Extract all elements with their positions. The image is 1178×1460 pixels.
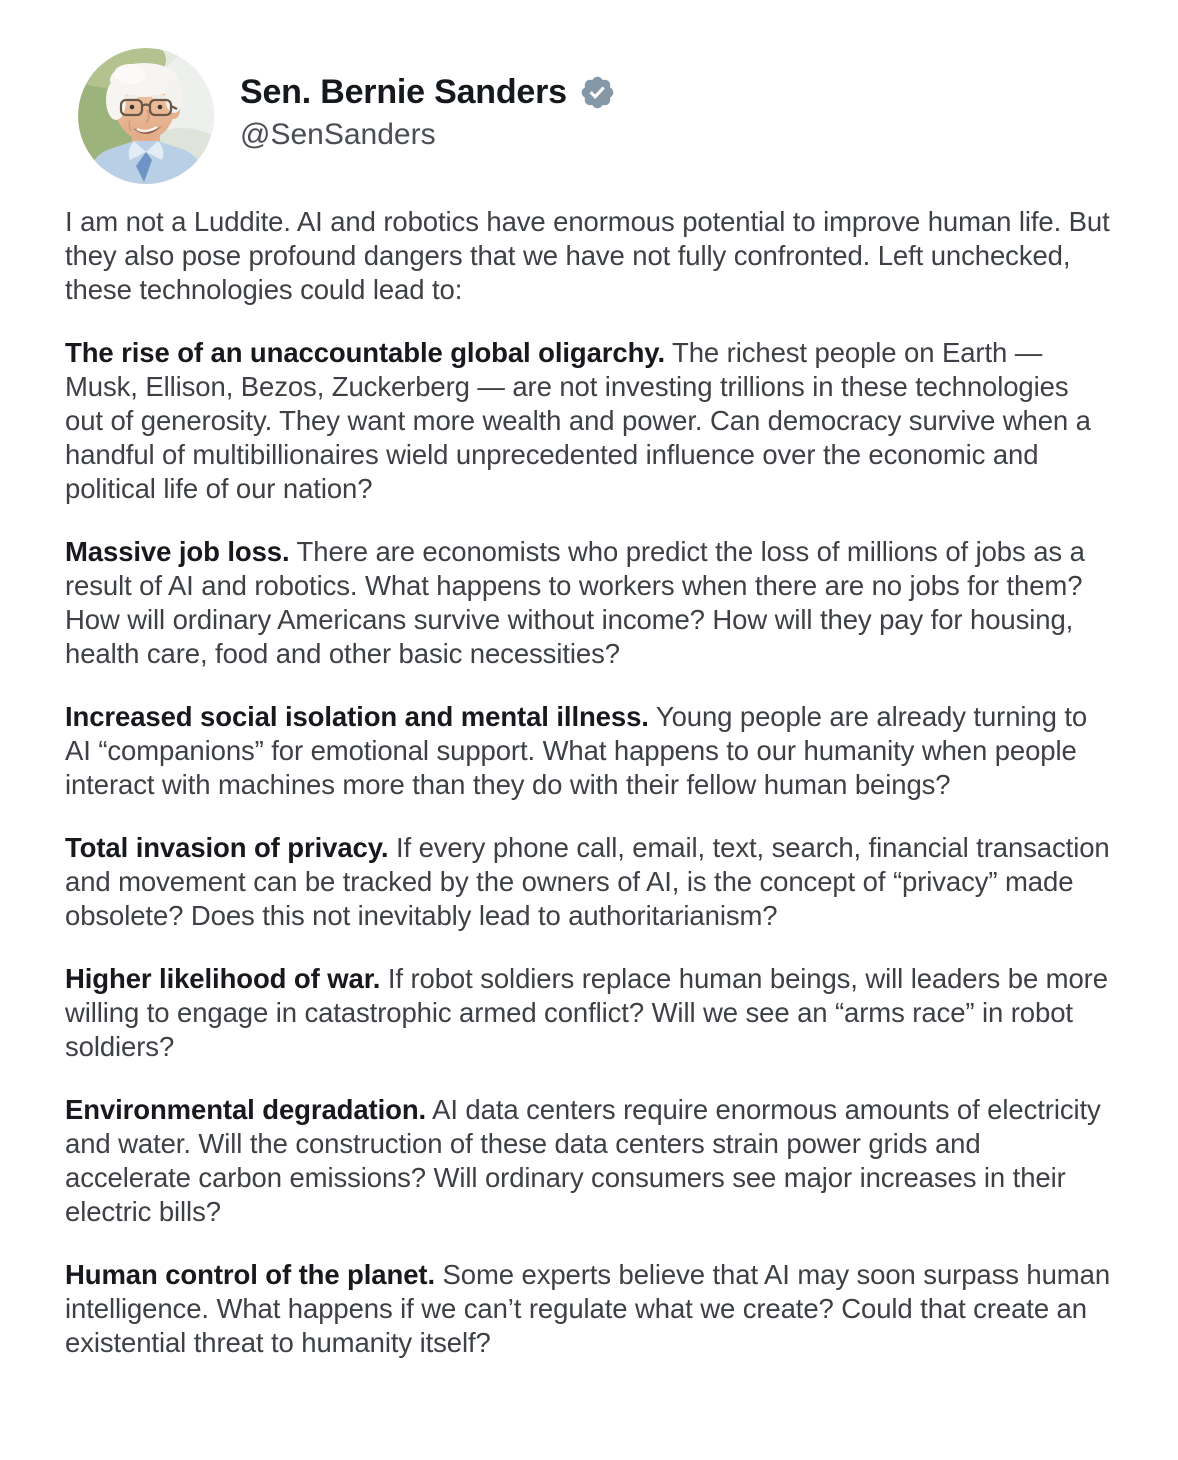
point-lead: Environmental degradation. bbox=[65, 1094, 427, 1125]
user-handle[interactable]: @SenSanders bbox=[240, 118, 436, 151]
avatar[interactable] bbox=[78, 48, 214, 184]
point-body: Young people are already turning to AI “companions” for emotional support. What happens to our humanity when people interact with machines more than they do with their fellow human beings? bbox=[65, 701, 1088, 800]
intro-paragraph bbox=[65, 205, 1113, 307]
point-oligarchy bbox=[65, 336, 1113, 506]
point-war bbox=[65, 962, 1113, 1064]
verified-badge-icon bbox=[579, 74, 616, 111]
point-lead: Total invasion of privacy. bbox=[65, 832, 389, 863]
point-lead: Increased social isolation and mental illness. bbox=[65, 701, 649, 732]
point-lead: Human control of the planet. bbox=[65, 1259, 435, 1290]
identity-block bbox=[240, 48, 616, 152]
point-lead: Massive job loss. bbox=[65, 536, 290, 567]
display-name[interactable]: Sen. Bernie Sanders bbox=[240, 72, 567, 111]
point-human-control bbox=[65, 1258, 1113, 1360]
point-job-loss bbox=[65, 535, 1113, 671]
point-body: The richest people on Earth — Musk, Ellison, Bezos, Zuckerberg — are not investing trillions in these technologies out of generosity. They want more wealth and power. Can democracy survive when a handful of multibillionaires wield unprecedented influence over the economic and political life of our nation? bbox=[65, 337, 1091, 504]
tweet-header bbox=[0, 0, 1178, 184]
intro-text: I am not a Luddite. AI and robotics have enormous potential to improve human life. But they also pose profound dangers that we have not fully confronted. Left unchecked, these technologies could lead to: bbox=[65, 206, 1110, 305]
point-privacy bbox=[65, 831, 1113, 933]
point-body: If every phone call, email, text, search, financial transaction and movement can be tracked by the owners of AI, is the concept of “privacy” made obsolete? Does this not inevitably lead to authoritarianism? bbox=[65, 832, 1110, 931]
point-body: AI data centers require enormous amounts of electricity and water. Will the construction of these data centers strain power grids and accelerate carbon emissions? Will ordinary consumers see major increases in their electric bills? bbox=[65, 1094, 1101, 1227]
tweet-text bbox=[65, 205, 1113, 1360]
point-lead: Higher likelihood of war. bbox=[65, 963, 381, 994]
point-body: There are economists who predict the loss of millions of jobs as a result of AI and robotics. What happens to workers when there are no jobs for them? How will ordinary Americans survive without income? How will they pay for housing, health care, food and other basic necessities? bbox=[65, 536, 1085, 669]
point-body: If robot soldiers replace human beings, will leaders be more willing to engage in catastrophic armed conflict? Will we see an “arms race” in robot soldiers? bbox=[65, 963, 1108, 1062]
point-lead: The rise of an unaccountable global oligarchy. bbox=[65, 337, 665, 368]
point-environment bbox=[65, 1093, 1113, 1229]
avatar-image bbox=[78, 48, 214, 184]
point-body: Some experts believe that AI may soon surpass human intelligence. What happens if we can’t regulate what we create? Could that create an existential threat to humanity itself? bbox=[65, 1259, 1111, 1358]
point-social-isolation bbox=[65, 700, 1113, 802]
